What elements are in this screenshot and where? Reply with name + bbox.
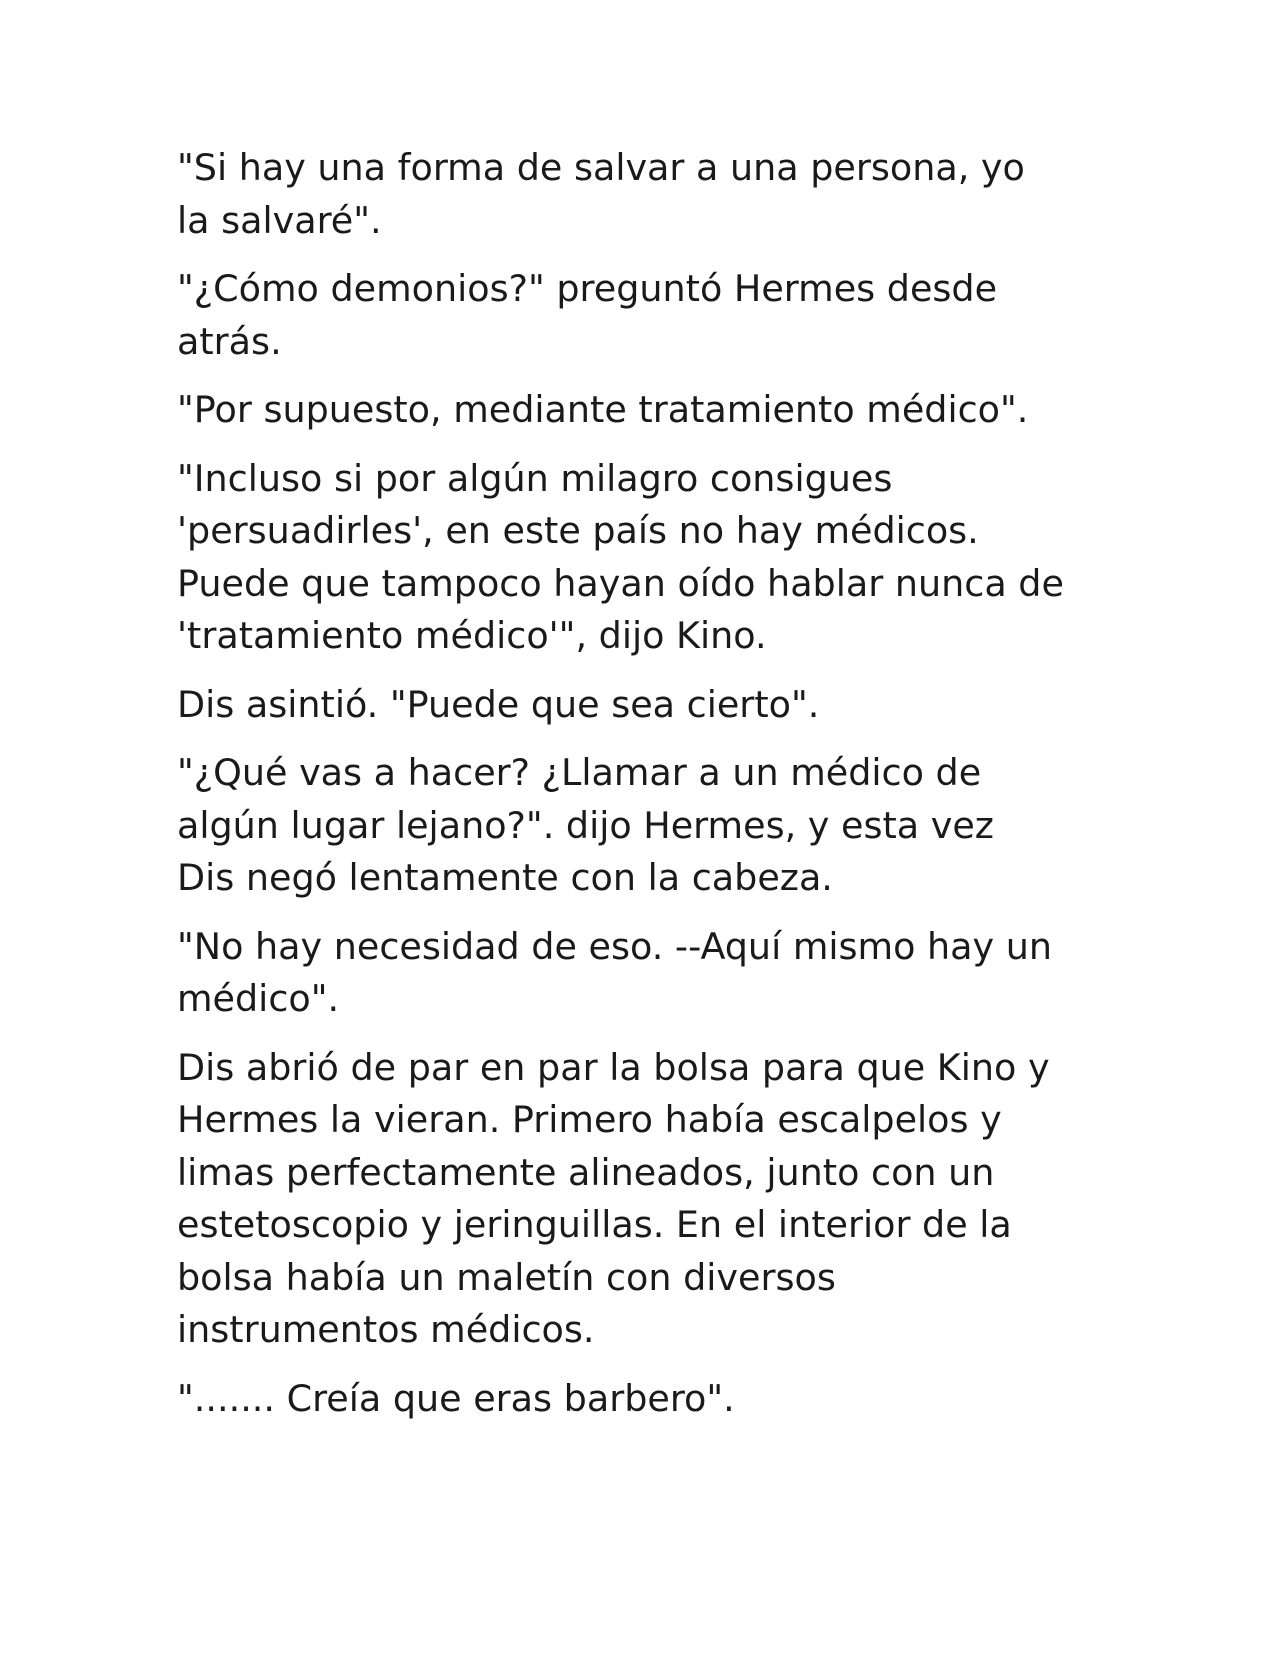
text-line: algún lugar lejano?". dijo Hermes, y esta vez: [177, 803, 994, 847]
text-line: Dis negó lentamente con la cabeza.: [177, 856, 833, 899]
text-line: estetoscopio y jeringuillas. En el interior de la: [177, 1203, 1012, 1246]
text-line: bolsa había un maletín con diversos: [177, 1255, 836, 1299]
text-line: limas perfectamente alineados, junto con un: [177, 1150, 995, 1194]
paragraph-1: [177, 142, 1117, 247]
paragraph-6: [177, 747, 1117, 905]
text-line: "Si hay una forma de salvar a una persona, yo: [177, 146, 1025, 189]
text-line: Hermes la vieran. Primero había escalpelos y: [177, 1098, 1002, 1141]
text-line: "Incluso si por algún milagro consigues: [177, 456, 893, 500]
paragraph-7: [177, 921, 1117, 1026]
text-line: atrás.: [177, 319, 282, 363]
paragraph-2: [177, 263, 1117, 368]
text-line: Dis abrió de par en par la bolsa para que Kino y: [177, 1045, 1050, 1089]
paragraph-9: [177, 1373, 1117, 1426]
paragraph-4: [177, 453, 1117, 663]
paragraph-5: [177, 679, 1117, 732]
text-line: "¿Cómo demonios?" preguntó Hermes desde: [177, 267, 998, 310]
text-line: "No hay necesidad de eso. --Aquí mismo hay un: [177, 924, 1052, 968]
paragraph-3: [177, 384, 1117, 437]
text-line: "....... Creía que eras barbero".: [177, 1376, 735, 1420]
text-line: Dis asintió. "Puede que sea cierto".: [177, 682, 820, 726]
text-line: 'persuadirles', en este país no hay médicos.: [177, 509, 979, 552]
paragraph-8: [177, 1042, 1117, 1357]
text-line: 'tratamiento médico'", dijo Kino.: [177, 614, 767, 657]
text-line: instrumentos médicos.: [177, 1308, 595, 1351]
text-line: la salvaré".: [177, 198, 382, 242]
text-line: "Por supuesto, mediante tratamiento médico".: [177, 388, 1029, 431]
body-text: [177, 142, 1117, 1441]
text-line: médico".: [177, 977, 340, 1020]
text-line: Puede que tampoco hayan oído hablar nunca de: [177, 561, 1064, 605]
text-line: "¿Qué vas a hacer? ¿Llamar a un médico de: [177, 751, 982, 794]
